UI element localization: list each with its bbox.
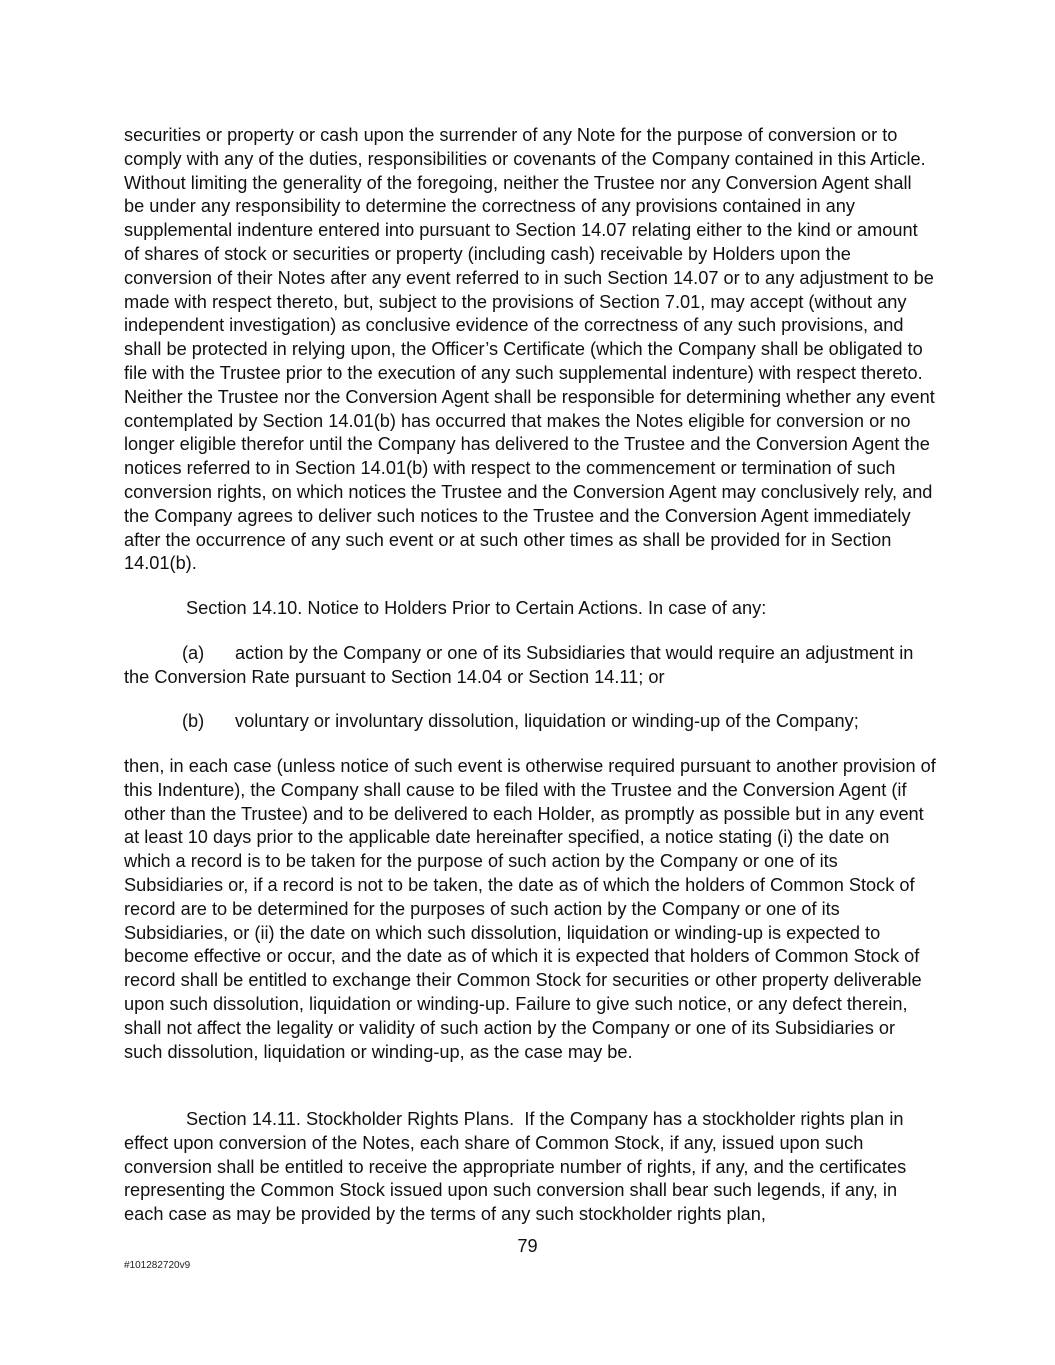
- section-14-10-heading: Section 14.10. Notice to Holders Prior to Certain Actions. In case of any:: [186, 598, 767, 618]
- section-14-10-heading-row: [124, 597, 766, 621]
- section-14-11-paragraph: [124, 1108, 936, 1227]
- list-item-b: [124, 710, 936, 734]
- page-number: 79: [517, 1236, 538, 1256]
- document-id: #101282720v9: [124, 1260, 191, 1271]
- list-item-a-text: action by the Company or one of its Subsidiaries that would require an adjustment in the Conversion Rate pursuant to Section 14.04 or Section 14.11; or: [124, 643, 914, 687]
- list-item-b-text: voluntary or involuntary dissolution, liquidation or winding-up of the Company;: [235, 711, 859, 731]
- section-14-11-heading: Section 14.11. Stockholder Rights Plans.: [186, 1109, 515, 1129]
- list-item-b-label: (b): [182, 711, 205, 731]
- section-14-11-text: If the Company has a stockholder rights plan in effect upon conversion of the Notes, each share of Common Stock, if any, issued upon such conversion shall be entitled to receive the appropriate number of rights, if any, and the certificates representing the Common Stock issued upon such conversion shall bear such legends, if any, in each case as may be provided by the terms of any such stockholder rights plan,: [124, 1109, 907, 1225]
- paragraph-conversion-agent-responsibility: securities or property or cash upon the surrender of any Note for the purpose of conversion or to comply with any of the duties, responsibilities or covenants of the Company contained in this Article. Without limiting the generality of the foregoing, neither the Trustee nor any Conversion Agent shall be under any responsibility to determine the correctness of any provisions contained in any supplemental indenture entered into pursuant to Section 14.07 relating either to the kind or amount of shares of stock or securities or property (including cash) receivable by Holders upon the conversion of their Notes after any event referred to in such Section 14.07 or to any adjustment to be made with respect thereto, but, subject to the provisions of Section 7.01, may accept (without any independent investigation) as conclusive evidence of the correctness of any such provisions, and shall be protected in relying upon, the Officer’s Certificate (which the Company shall be obligated to file with the Trustee prior to the execution of any such supplemental indenture) with respect thereto. Neither the Trustee nor the Conversion Agent shall be responsible for determining whether any event contemplated by Section 14.01(b) has occurred that makes the Notes eligible for conversion or no longer eligible therefor until the Company has delivered to the Trustee and the Conversion Agent the notices referred to in Section 14.01(b) with respect to the commencement or termination of such conversion rights, on which notices the Trustee and the Conversion Agent may conclusively rely, and the Company agrees to deliver such notices to the Trustee and the Conversion Agent immediately after the occurrence of any such event or at such other times as shall be provided for in Section 14.01(b).: [124, 125, 935, 574]
- list-item-a-label: (a): [182, 643, 205, 663]
- paragraph-notice-requirements: then, in each case (unless notice of such event is otherwise required pursuant to another provision of this Indenture), the Company shall cause to be filed with the Trustee and the Conversion Agent (if other than the Trustee) and to be delivered to each Holder, as promptly as possible but in any event at least 10 days prior to the applicable date hereinafter specified, a notice stating (i) the date on which a record is to be taken for the purpose of such action by the Company or one of its Subsidiaries or, if a record is not to be taken, the date as of which the holders of Common Stock of record are to be determined for the purposes of such action by the Company or one of its Subsidiaries, or (ii) the date on which such dissolution, liquidation or winding-up is expected to become effective or occur, and the date as of which it is expected that holders of Common Stock of record shall be entitled to exchange their Common Stock for securities or other property deliverable upon such dissolution, liquidation or winding-up. Failure to give such notice, or any defect therein, shall not affect the legality or validity of such action by the Company or one of its Subsidiaries or such dissolution, liquidation or winding-up, as the case may be.: [124, 756, 936, 1062]
- list-item-a: [124, 642, 936, 690]
